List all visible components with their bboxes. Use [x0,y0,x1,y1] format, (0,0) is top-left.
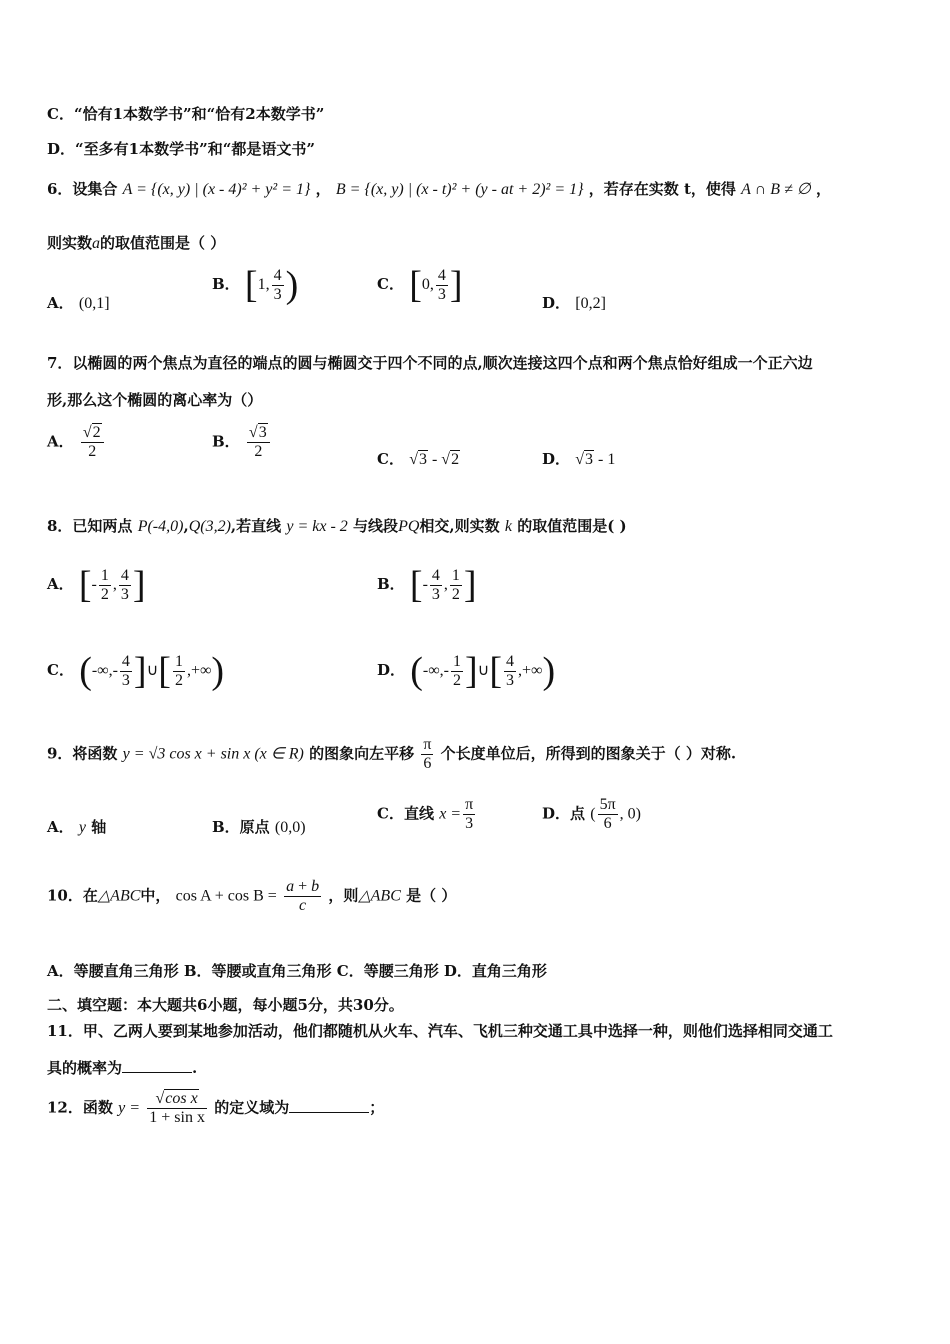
q8-option-a: A． [- $\frac{1}{2}$ , $\frac{4}{3}$ ] [47,564,146,606]
q5-option-d: D．“至多有1本数学书”和“都是语文书” [47,140,315,158]
q8-stem: 8．已知两点 P(-4,0),Q(3,2),若直线 y = kx - 2 与线段PQ相交,则实数 k 的取值范围是( ) [47,517,627,535]
q8-option-c: C． (-∞,- $\frac{4}{3}$ ]∪[ $\frac{1}{2}$ ,+∞) [47,650,225,692]
q7-label-d: D． [542,450,571,468]
q7-option-d: D． √3 - 1 [542,450,616,468]
q8-mid-text: ,若直线 [230,517,282,535]
q8-option-b: B． [- $\frac{4}{3}$ , $\frac{1}{2}$ ] [377,564,477,606]
q9-label-a: A． [47,818,74,836]
q9-option-a-text: 轴 [91,818,107,836]
q12-denominator: 1 + sin x [149,1109,205,1126]
q6-variable: a [92,235,101,252]
q5-option-c: C．“恰有1本数学书”和“恰有2本数学书” [47,105,325,123]
q6-option-d-value: [0,2] [575,295,606,312]
q10-tail: 是（ ） [406,886,457,905]
q6-option-b: B． [1, $\frac{4}{3}$ ) [212,264,299,306]
q12-end: ； [369,1098,385,1117]
q9-option-d: D．点 ( $\frac{5\pi}{6}$ , 0) [542,796,641,832]
q6-set-b: B = {(x, y) | (x - t)² + (y - at + 2)² = 1} [335,181,584,198]
q10-mid-text2: ，则 [328,886,359,905]
q11-stem-line1: 11．甲、乙两人要到某地参加活动，他们都随机从火车、汽车、飞机三种交通工具中选择一种，则他们选择相同交通工 [47,1022,833,1040]
q11-stem-line2 [47,1057,197,1078]
q6-comma: ， [815,180,831,198]
q9-option-c: C．直线 x = $\frac{\pi}{3}$ [377,796,474,832]
q8-option-d: D． (-∞,- $\frac{1}{2}$ ]∪[ $\frac{4}{3}$ ,+∞) [377,650,556,692]
q6-condition: A ∩ B ≠ ∅ [741,181,811,198]
section-heading: 二、填空题：本大题共6小题，每小题5分，共30分。 [47,996,404,1014]
q6-set-a: A = {(x, y) | (x - 4)² + y² = 1} [122,181,311,198]
q6-option-a-value: (0,1] [78,295,110,312]
q8-mid-text3: 相交,则实数 [419,517,500,535]
q8-point-q: Q(3,2) [188,518,231,535]
q9-label-b: B．原点 [212,818,270,836]
q7-option-a: A． $\frac{√2}{2}$ [47,424,106,461]
q8-tail: 的取值范围是( ) [517,517,627,535]
q6-option-d [542,292,606,313]
q6-label-a: A． [47,294,74,312]
q9-mid-text: 的图象向左平移 [309,744,415,763]
q12-answer-blank[interactable] [289,1098,369,1113]
q11-answer-blank[interactable] [122,1058,192,1073]
q7-option-c: C． √3 - √2 [377,450,460,468]
q8-label-b: B． [377,575,405,593]
q8-segment: PQ [398,518,420,535]
q7-label-a: A． [47,432,74,451]
q6-label-b: B． [212,275,240,293]
q7-stem-line2: 形,那么这个椭圆的离心率为（） [47,391,263,409]
q12-tail: 的定义域为 [214,1098,290,1117]
q9-label-d: D．点 [542,804,586,823]
q9-number: 9．将函数 [47,744,118,763]
q6-mid-text: ，若存在实数 t，使得 [588,180,736,198]
q8-label-d: D． [377,661,406,679]
q6-line2-prefix: 则实数 [47,234,93,252]
q6-number: 6．设集合 [47,180,118,198]
q10-options: A．等腰直角三角形 B．等腰或直角三角形 C．等腰三角形 D．直角三角形 [47,962,547,980]
q8-label-a: A． [47,575,74,593]
q10-stem: 10．在△ABC中， cos A + cos B = $\frac{a + b}{c}$ ，则△ABC 是（ ） [47,878,457,914]
q9-option-a-var: y [78,819,86,836]
q7-label-c: C． [377,450,404,468]
q10-mid-text: 中， [140,886,171,905]
q6-label-d: D． [542,294,571,312]
q7-stem-line1: 7．以椭圆的两个焦点为直径的端点的圆与椭圆交于四个不同的点,顺次连接这四个点和两个焦点恰好组成一个正六边 [47,354,813,372]
q12-numerator: cos x [165,1090,198,1107]
q8-line-eq: y = kx - 2 [286,518,348,535]
q12-stem: 12．函数 y = $\frac{\text{√cos x}}{\text{1 + sin x}}$ 的定义域为 ； [47,1090,385,1126]
q6-line2-suffix: 的取值范围是（ ） [100,234,226,252]
q9-option-b [212,816,306,837]
q6-stem-line2 [47,232,225,253]
q10-number: 10．在 [47,886,98,905]
q9-label-c: C．直线 [377,804,434,823]
q12-number: 12．函数 [47,1098,113,1117]
q11-period: . [192,1059,198,1077]
q6-stem: 6．设集合 A = {(x, y) | (x - 4)² + y² = 1} ， B = {(x, y) | (x - t)² + (y - at + 2)² = 1} ，若存在实数 t，使得 A ∩ B ≠ ∅ ， [47,180,831,198]
q9-option-b-value: (0,0) [274,819,306,836]
q10-triangle: △ABC [97,887,141,905]
q11-line2-text: 具的概率为 [47,1059,123,1077]
q10-equation: cos A + cos B = [175,887,277,905]
q8-k: k [504,518,512,535]
q9-stem: 9．将函数 y = √3 cos x + sin x (x ∈ R) 的图象向左平移 $\frac{\pi}{6}$ 个长度单位后，所得到的图象关于（ ）对称. [47,736,737,772]
q9-tail: 个长度单位后，所得到的图象关于（ ）对称. [440,744,737,763]
q7-label-b: B． [212,432,240,451]
q9-option-a [47,816,106,837]
q10-triangle-2: △ABC [358,887,401,905]
q9-function: y = √3 cos x + sin x (x ∈ R) [122,745,304,763]
q8-label-c: C． [47,661,74,679]
q12-y: y = [118,1099,141,1117]
q6-label-c: C． [377,275,404,293]
q6-option-a [47,292,110,313]
q8-number: 8．已知两点 [47,517,133,535]
q7-option-b: B． $\frac{√3}{2}$ [212,424,272,461]
q8-point-p: P(-4,0) [137,518,184,535]
q6-option-c: C． [0, $\frac{4}{3}$ ] [377,264,463,306]
q8-mid-text2: 与线段 [353,517,399,535]
